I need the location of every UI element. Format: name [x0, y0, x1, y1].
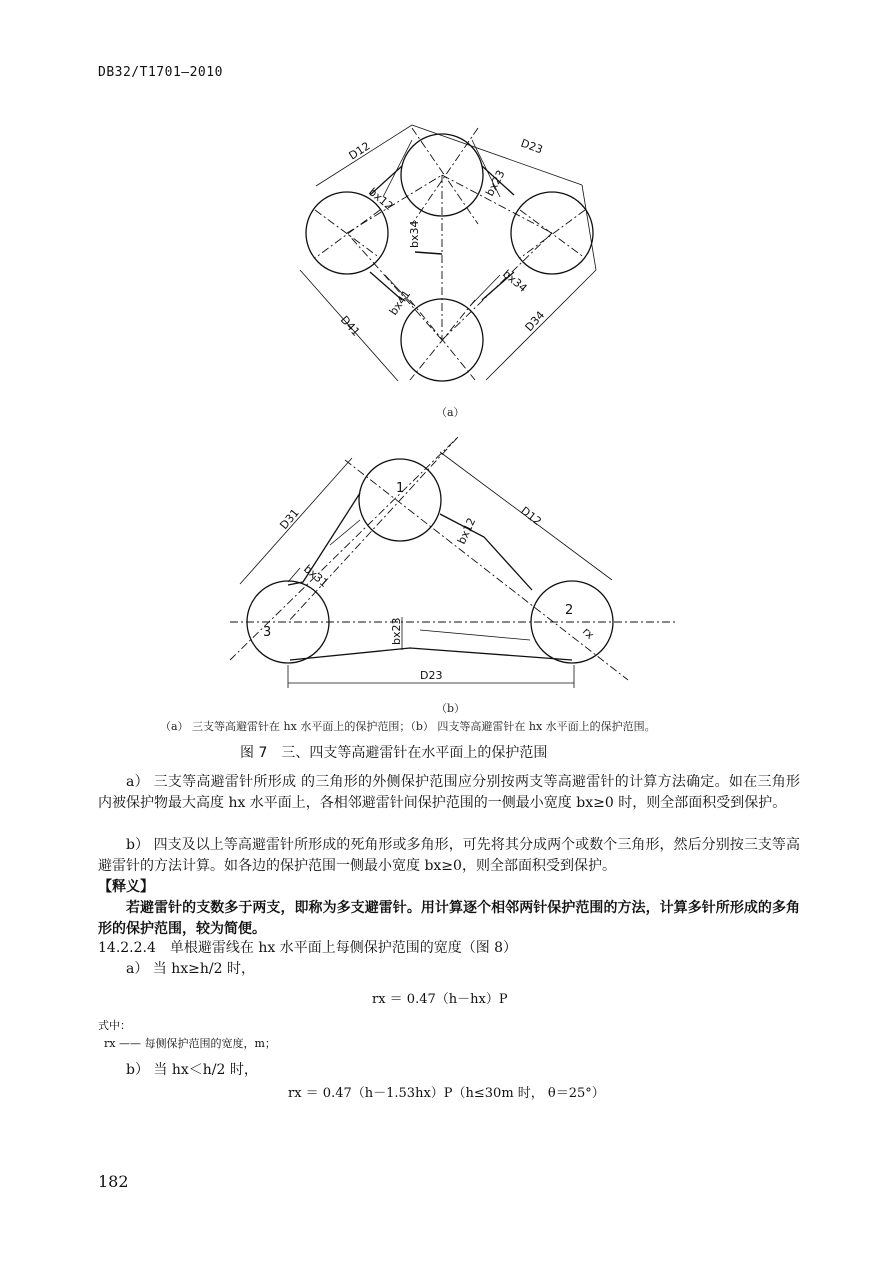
- label-a-bx12: bx12: [366, 185, 396, 213]
- clause-heading: 14.2.2.4 单根避雷线在 hx 水平面上每侧保护范围的宽度（图 8）: [98, 940, 518, 956]
- shiyi-heading: 【释义】: [98, 879, 154, 895]
- label-b-d23: D23: [420, 669, 443, 682]
- label-b-bx23: bx23: [390, 617, 403, 645]
- label-a-d41: D41: [337, 313, 363, 339]
- label-b-n1: 1: [396, 481, 405, 496]
- paragraph-a: a） 三支等高避雷针所形成 的三角形的外侧保护范围应分别按两支等高避雷针的计算方法确定。如在三角形内被保护物最大高度 hx 水平面上，各相邻避雷针间保护范围的一侧最小宽度 bx≥0 时，则全部面积受到保护。: [98, 774, 800, 811]
- page-number: 182: [98, 1172, 129, 1191]
- label-a-d23: D23: [518, 136, 545, 157]
- label-b-d31: D31: [277, 506, 302, 532]
- definition-rx: rx —— 每侧保护范围的宽度，m；: [104, 1037, 276, 1050]
- label-b-n2: 2: [565, 603, 574, 618]
- case-a: a） 当 hx≥h/2 时，: [126, 961, 255, 977]
- where-label: 式中：: [98, 1019, 131, 1032]
- label-b-n3: 3: [263, 625, 272, 640]
- label-a-bx23: bx23: [483, 168, 508, 199]
- label-a-bx34: bx34: [500, 267, 530, 295]
- figure-a-diagram: [292, 118, 602, 390]
- label-b-rx: rx: [579, 624, 597, 642]
- case-b: b） 当 hx＜h/2 时，: [126, 1062, 258, 1078]
- figure-title: 图 7 三、四支等高避雷针在水平面上的保护范围: [240, 745, 548, 761]
- label-b-bx31: bx31: [301, 562, 331, 590]
- document-code: DB32/T1701—2010: [98, 65, 223, 80]
- label-a-bx41: bx41: [386, 287, 414, 318]
- figure-subcaption: （a） 三支等高避雷针在 hx 水平面上的保护范围；（b） 四支等高避雷针在 hx 水平面上的保护范围。: [160, 720, 656, 733]
- label-b-bx12: bx12: [454, 515, 479, 547]
- formula-1: rx ＝ 0.47（h－hx）P: [372, 992, 508, 1007]
- formula-2: rx ＝ 0.47（h－1.53hx）P（h≤30m 时， θ＝25°）: [288, 1086, 605, 1101]
- figure-b-diagram: [220, 430, 680, 700]
- label-a-d34: D34: [522, 308, 548, 335]
- label-b-d12: D12: [518, 504, 544, 529]
- figure-b-caption: （b）: [436, 702, 466, 715]
- label-a-bx34-center: bx34: [408, 220, 421, 248]
- paragraph-b: b） 四支及以上等高避雷针所形成的死角形或多角形，可先将其分成两个或数个三角形，然后分别按三支等高避雷针的方法计算。如各边的保护范围一侧最小宽度 bx≥0，则全部面积受到保护。: [98, 837, 800, 874]
- figure-a-caption: （a）: [436, 406, 465, 419]
- label-a-d12: D12: [346, 139, 373, 163]
- shiyi-body: 若避雷针的支数多于两支，即称为多支避雷针。用计算逐个相邻两针保护范围的方法，计算多针所形成的多角形的保护范围，较为简便。: [98, 900, 800, 937]
